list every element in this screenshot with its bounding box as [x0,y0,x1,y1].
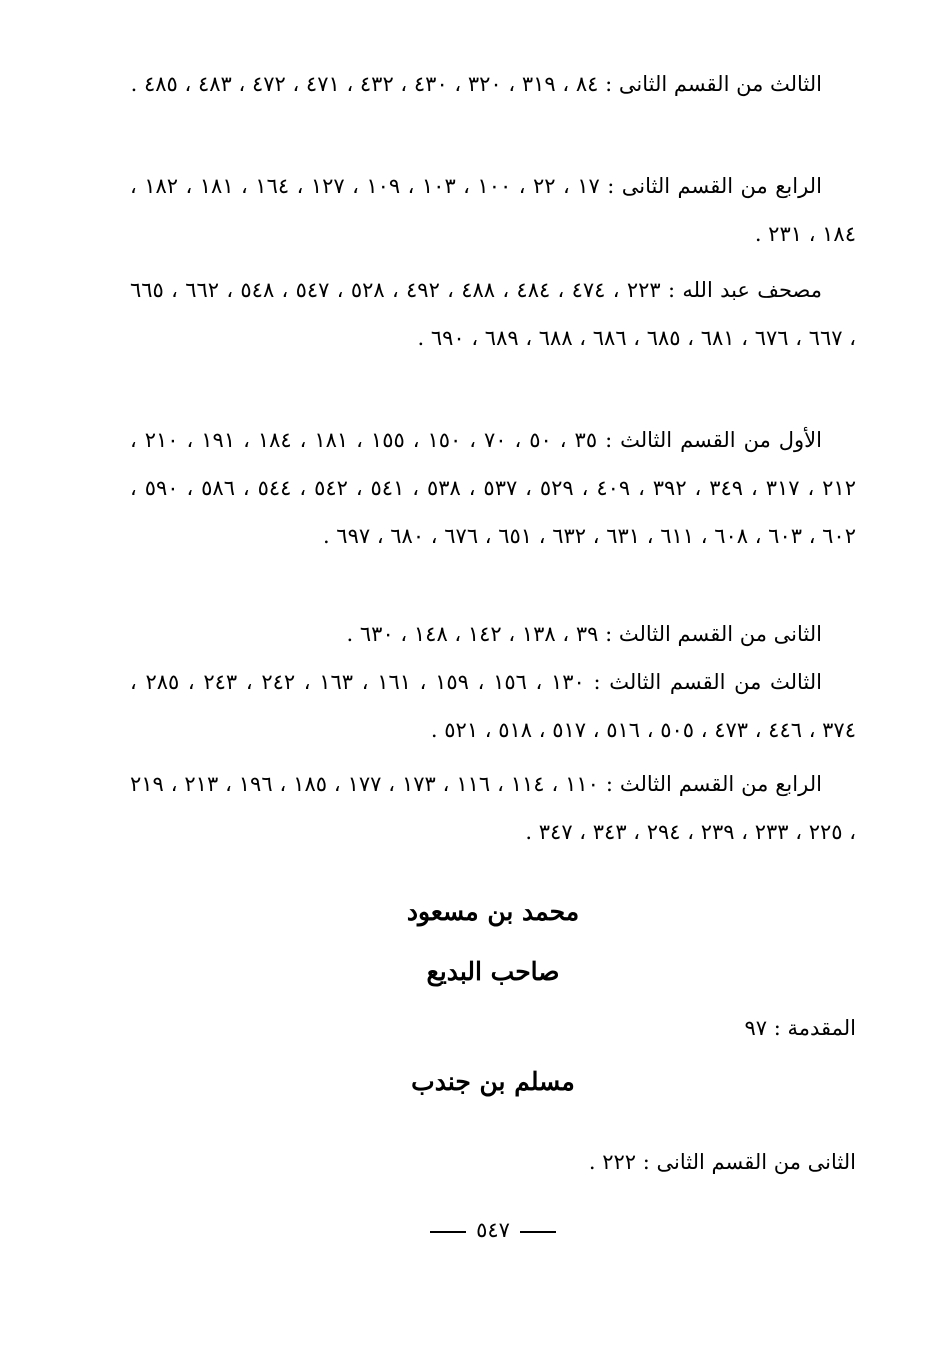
entry-label: الرابع من القسم الثالث [619,772,822,796]
entry-refs: ٨٤ ، ٣١٩ ، ٣٢٠ ، ٤٣٠ ، ٤٣٢ ، ٤٧١ ، ٤٧٢ ، ٤٨٣ ، ٤٨٥ . [130,72,599,96]
entry-refs: ١٣٠ ، ١٥٦ ، ١٥٩ ، ١٦١ ، ١٦٣ ، ٢٤٢ ، ٢٤٣ ، ٢٨٥ ، ٣٧٤ ، ٤٤٦ ، ٤٧٣ ، ٥٠٥ ، ٥١٦ ، ٥١٧ ، ٥١٨ ، ٥٢١ . [130,670,856,742]
section-heading: محمد بن مسعود [406,897,580,926]
entry-refs: ٣٥ ، ٥٠ ، ٧٠ ، ١٥٠ ، ١٥٥ ، ١٨١ ، ١٨٤ ، ١٩١ ، ٢١٠ ، ٢١٢ ، ٣١٧ ، ٣٤٩ ، ٣٩٢ ، ٤٠٩ ، ٥٢٩ ، ٥٣٧ ، ٥٣٨ ، ٥٤١ ، ٥٤٢ ، ٥٤٤ ، ٥٨٦ ، ٥٩٠ ، ٦٠٢ ، ٦٠٣ ، ٦٠٨ ، ٦١١ ، ٦٣١ ، ٦٣٢ ، ٦٥١ ، ٦٧٦ ، ٦٨٠ ، ٦٩٧ . [130,428,856,548]
index-entry [130,60,856,108]
entry-refs: ١٧ ، ٢٢ ، ١٠٠ ، ١٠٣ ، ١٠٩ ، ١٢٧ ، ١٦٤ ، ١٨١ ، ١٨٢ ، ١٨٤ ، ٢٣١ . [130,174,856,246]
index-entry [130,658,856,754]
entry-refs: ٢٢٣ ، ٤٧٤ ، ٤٨٤ ، ٤٨٨ ، ٤٩٢ ، ٥٢٨ ، ٥٤٧ ، ٥٤٨ ، ٦٦٢ ، ٦٦٥ ، ٦٦٧ ، ٦٧٦ ، ٦٨١ ، ٦٨٥ ، ٦٨٦ ، ٦٨٨ ، ٦٨٩ ، ٦٩٠ . [130,278,856,350]
entry-separator: : [773,1016,781,1040]
entry-label: مصحف عبد الله [682,278,822,302]
index-entry [130,760,856,856]
entry-separator: : [593,670,601,694]
entry-separator: : [667,278,676,302]
entry-label: الثانى من القسم الثالث [618,622,822,646]
entry-separator: : [605,772,613,796]
dash-left [430,1231,466,1233]
entry-separator: : [605,428,613,452]
document-page [130,0,856,1348]
entry-label: الثالث من القسم الثانى [618,72,822,96]
index-entry [130,416,856,560]
entry-refs: ٩٧ [744,1016,768,1040]
entry-refs: ٢٢٢ . [588,1150,637,1174]
entry-refs: ٣٩ ، ١٣٨ ، ١٤٢ ، ١٤٨ ، ٦٣٠ . [346,622,599,646]
entry-separator: : [605,72,613,96]
entry-label: المقدمة [787,1016,856,1040]
entry-label: الثالث من القسم الثالث [609,670,822,694]
entry-label: الرابع من القسم الثانى [621,174,822,198]
entry-separator: : [607,174,615,198]
section-subheading: صاحب البديع [426,957,560,986]
entry-label: الأول من القسم الثالث [620,428,822,452]
section-heading: مسلم بن جندب [411,1067,575,1096]
index-entry [589,1142,856,1182]
entry-refs: ١١٠ ، ١١٤ ، ١١٦ ، ١٧٣ ، ١٧٧ ، ١٨٥ ، ١٩٦ ، ٢١٣ ، ٢١٩ ، ٢٢٥ ، ٢٣٣ ، ٢٣٩ ، ٢٩٤ ، ٣٤٣ ، ٣٤٧ . [130,772,856,844]
index-entry [130,610,856,658]
entry-separator: : [642,1150,650,1174]
entry-separator: : [605,622,613,646]
index-entry [744,1008,856,1048]
dash-right [520,1231,556,1233]
entry-label: الثانى من القسم الثانى [656,1150,856,1174]
index-entry [130,266,856,362]
page-number-text: ٥٤٧ [476,1218,510,1242]
index-entry [130,162,856,258]
page-number [130,1210,856,1250]
